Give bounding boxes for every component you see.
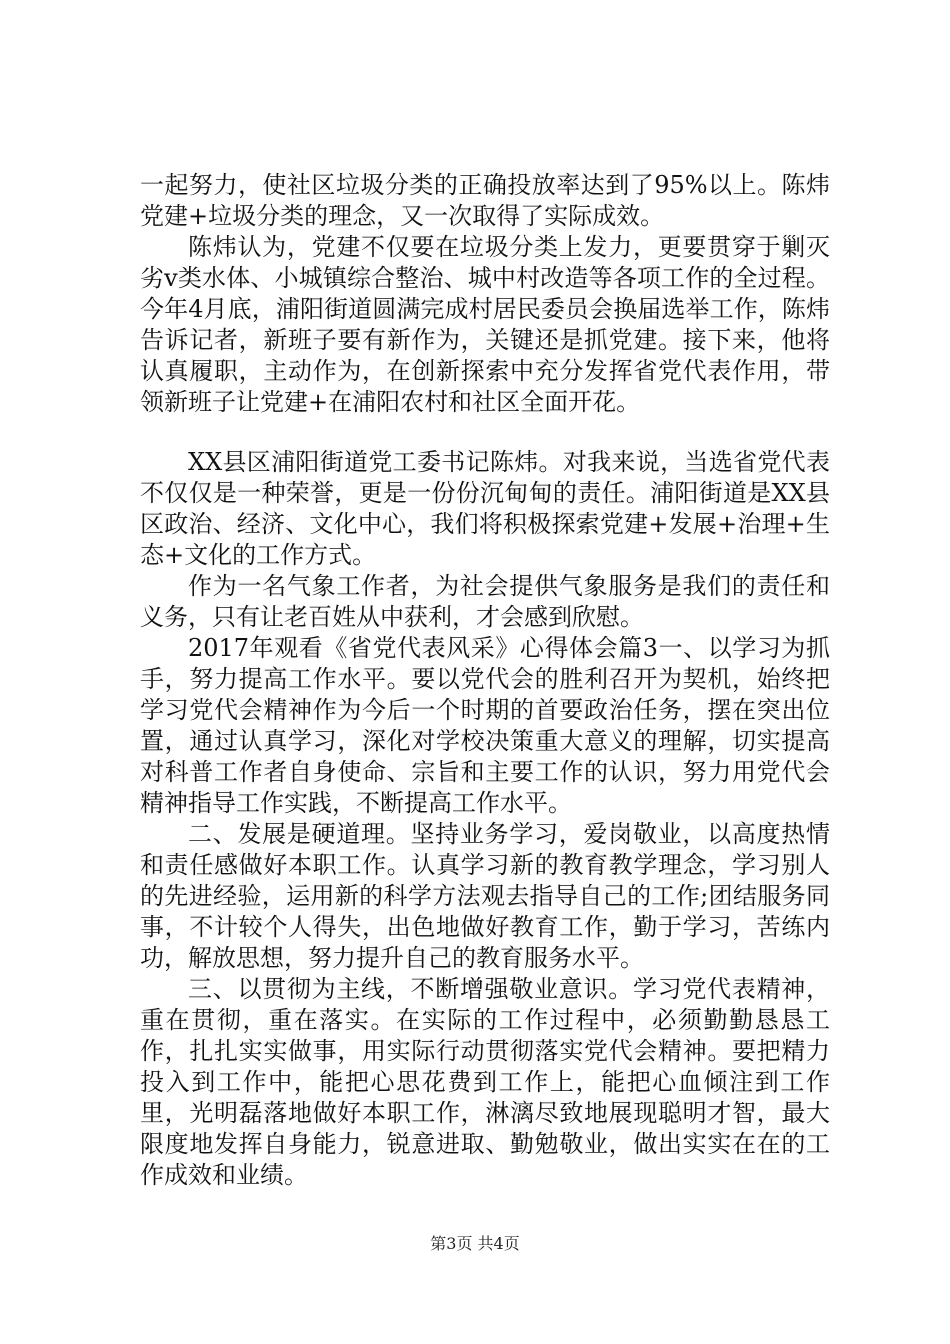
paragraph-part-three: 三、以贯彻为主线，不断增强敬业意识。学习党代表精神，重在贯彻，重在落实。在实际的工作过程中，必须勤勤恳恳工作，扎扎实实做事，用实际行动贯彻落实党代会精神。要把精力投入到工作中，能把心思花费到工作上，能把心血倾注到工作里，光明磊落地做好本职工作，淋漓尽致地展现聪明才智，最大限度地发挥自身能力，锐意进取、勤勉敬业，做出实实在在的工作成效和业绩。 <box>140 975 830 1189</box>
document-body <box>140 170 830 1191</box>
paragraph-article-three-part-one: 2017年观看《省党代表风采》心得体会篇3一、以学习为抓手，努力提高工作水平。要以党代会的胜利召开为契机，始终把学习党代会精神作为今后一个时期的首要政治任务，摆在突出位置，通过认真学习，深化对学校决策重大意义的理解，切实提高对科普工作者自身使命、宗旨和主要工作的认识，努力用党代会精神指导工作实践，不断提高工作水平。 <box>140 634 830 817</box>
page-number: 第3页 共4页 <box>430 1234 520 1253</box>
paragraph-meteorology-worker: 作为一名气象工作者，为社会提供气象服务是我们的责任和义务，只有让老百姓从中获利，才会感到欣慰。 <box>140 572 830 631</box>
paragraph-chen-wei-view: 陈炜认为，党建不仅要在垃圾分类上发力，更要贯穿于剿灭劣ⅴ类水体、小城镇综合整治、城中村改造等各项工作的全过程。今年4月底，浦阳街道圆满完成村居民委员会换届选举工作，陈炜告诉记者，新班子要有新作为，关键还是抓党建。接下来，他将认真履职，主动作为，在创新探索中充分发挥省党代表作用，带领新班子让党建+在浦阳农村和社区全面开花。 <box>140 233 830 416</box>
paragraph-part-two: 二、发展是硬道理。坚持业务学习，爱岗敬业，以高度热情和责任感做好本职工作。认真学习新的教育教学理念，学习别人的先进经验，运用新的科学方法观去指导自己的工作;团结服务同事，不计较个人得失，出色地做好教育工作，勤于学习，苦练内功，解放思想，努力提升自己的教育服务水平。 <box>140 820 830 972</box>
paragraph-continuation: 一起努力，使社区垃圾分类的正确投放率达到了95%以上。陈炜党建+垃圾分类的理念，又一次取得了实际成效。 <box>140 171 830 230</box>
paragraph-pujiang-secretary: XX县区浦阳街道党工委书记陈炜。对我来说，当选省党代表不仅仅是一种荣誉，更是一份份沉甸甸的责任。浦阳街道是XX县区政治、经济、文化中心，我们将积极探索党建+发展+治理+生态+文化的工作方式。 <box>140 448 830 569</box>
